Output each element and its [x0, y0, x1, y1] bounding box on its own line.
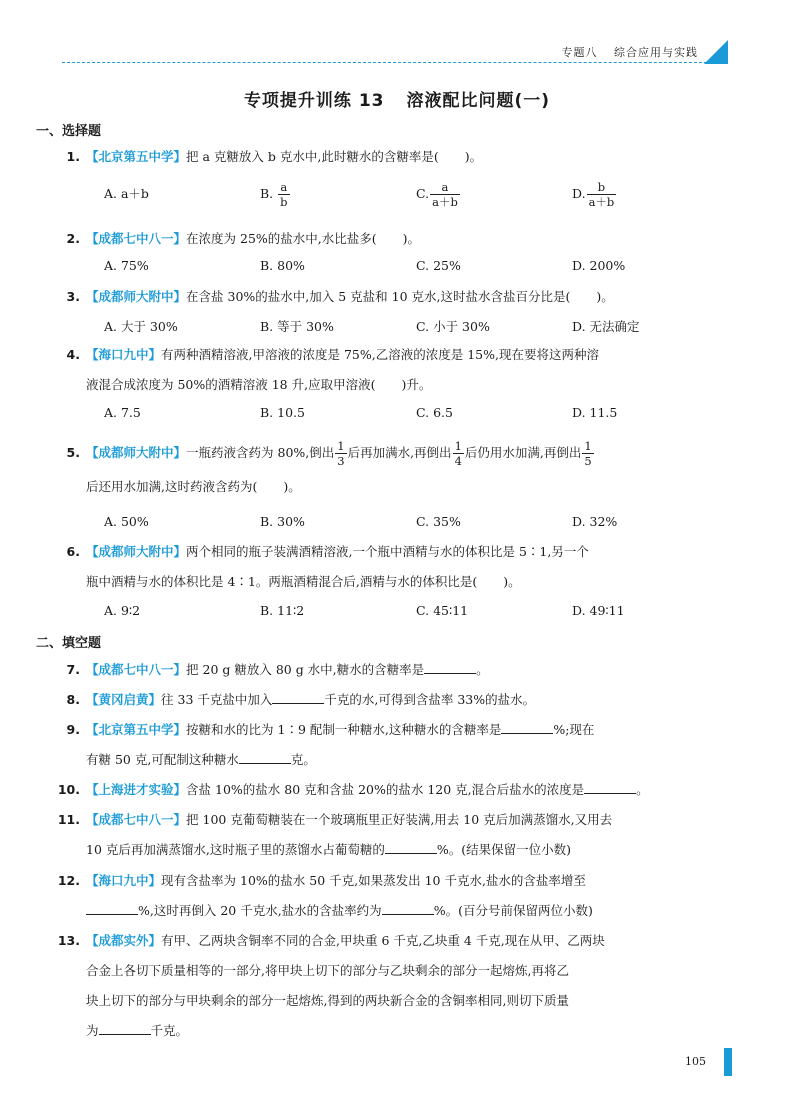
question-source: 【成都师大附中】: [86, 544, 187, 559]
header-topic: 综合应用与实践: [614, 46, 698, 59]
option-c[interactable]: C. 6.5: [416, 405, 453, 420]
answer-blank[interactable]: [382, 900, 434, 915]
question-number: 12.: [57, 873, 80, 888]
option-label: D.: [572, 186, 586, 201]
question-number: 6.: [66, 544, 80, 559]
question-text-line2: 瓶中酒精与水的体积比是 4∶1。两瓶酒精混合后,酒精与水的体积比是(: [86, 574, 478, 589]
question-text: 把 a 克糖放入 b 克水中,此时糖水的含糖率是(: [186, 149, 439, 164]
question-2: [66, 224, 731, 254]
numerator: a: [430, 180, 460, 195]
question-3: [66, 282, 731, 312]
question-number: 10.: [57, 782, 80, 797]
options-q3: [104, 317, 664, 341]
question-text-end: 千克的水,可得到含盐率 33%的盐水。: [324, 692, 536, 707]
question-text-end: %。(结果保留一位小数): [436, 842, 571, 857]
numerator: 1: [337, 439, 345, 453]
question-text-end: 克。: [290, 752, 316, 767]
title-main: 专项提升训练 13: [243, 91, 385, 111]
denominator: 5: [584, 454, 592, 468]
question-source: 【海口九中】: [86, 873, 162, 888]
question-number: 13.: [57, 933, 80, 948]
question-7: [66, 655, 731, 685]
question-source: 【北京第五中学】: [86, 722, 187, 737]
option-c[interactable]: [416, 180, 461, 209]
question-text-end: 。: [636, 782, 649, 797]
question-text: 把 20 g 糖放入 80 g 水中,糖水的含糖率是: [186, 662, 425, 677]
header-part: 专题八: [561, 46, 598, 59]
answer-blank[interactable]: [385, 839, 437, 854]
options-q1: [104, 180, 664, 209]
option-c[interactable]: C. 小于 30%: [416, 319, 490, 334]
question-number: 1.: [66, 149, 80, 164]
question-text-end: )。: [464, 149, 483, 164]
answer-blank[interactable]: [99, 1020, 151, 1035]
question-text-line2: 后还用水加满,这时药液含药为(: [86, 479, 258, 494]
question-11: [57, 805, 731, 865]
numerator: b: [587, 180, 617, 195]
denominator: b: [280, 195, 288, 209]
question-source: 【成都七中八一】: [86, 231, 187, 246]
fraction: [587, 180, 617, 209]
question-source: 【海口九中】: [86, 347, 162, 362]
question-text: 有甲、乙两块含铜率不同的合金,甲块重 6 千克,乙块重 4 千克,现在从甲、乙两块: [161, 933, 605, 948]
page-number-bar: [724, 1048, 732, 1076]
question-source: 【黄冈启黄】: [86, 692, 162, 707]
option-a[interactable]: A. 50%: [104, 514, 149, 529]
answer-blank[interactable]: [424, 659, 476, 674]
question-4: [66, 340, 731, 400]
question-text-end: )升。: [401, 377, 432, 392]
question-number: 8.: [66, 692, 80, 707]
question-number: 3.: [66, 289, 80, 304]
question-number: 9.: [66, 722, 80, 737]
header-running-title: [550, 44, 699, 60]
answer-blank[interactable]: [272, 689, 324, 704]
option-a[interactable]: A. 9∶2: [104, 603, 141, 618]
option-b[interactable]: B. 11∶2: [260, 603, 305, 618]
option-d[interactable]: D. 49∶11: [572, 603, 625, 618]
question-source: 【成都七中八一】: [86, 812, 187, 827]
option-label: B.: [260, 186, 274, 201]
question-text: 在含盐 30%的盐水中,加入 5 克盐和 10 克水,这时盐水含盐百分比是(: [186, 289, 571, 304]
option-b[interactable]: B. 等于 30%: [260, 319, 334, 334]
answer-blank[interactable]: [584, 779, 636, 794]
question-text-end: )。: [503, 574, 521, 589]
question-text-line2: %,这时再倒入 20 千克水,盐水的含盐率约为: [138, 903, 382, 918]
numerator: 1: [454, 439, 462, 453]
option-b[interactable]: B. 30%: [260, 514, 305, 529]
option-a[interactable]: A. 7.5: [104, 405, 141, 420]
option-d[interactable]: D. 无法确定: [572, 319, 640, 334]
fraction-one-quarter: [453, 439, 464, 468]
question-text-end: )。: [283, 479, 301, 494]
question-number: 5.: [66, 445, 80, 460]
question-text-end: )。: [402, 231, 421, 246]
page-title: [0, 86, 794, 111]
question-text: 含盐 10%的盐水 80 克和含盐 20%的盐水 120 克,混合后盐水的浓度是: [186, 782, 585, 797]
question-number: 2.: [66, 231, 80, 246]
options-q2: [104, 258, 664, 282]
fraction: [430, 180, 460, 209]
option-a[interactable]: A. 75%: [104, 258, 149, 273]
header-dashed-line: [62, 62, 712, 63]
question-text-line2: 10 克后再加满蒸馏水,这时瓶子里的蒸馏水占葡萄糖的: [86, 842, 385, 857]
question-source: 【成都师大附中】: [86, 445, 187, 460]
question-source: 【北京第五中学】: [86, 149, 187, 164]
option-a[interactable]: A. 大于 30%: [104, 319, 178, 334]
question-text-line2: 合金上各切下质量相等的一部分,将甲块上切下的部分与乙块剩余的部分一起熔炼,再将乙: [86, 963, 569, 978]
denominator: a＋b: [588, 195, 615, 209]
question-5: [66, 436, 731, 504]
question-number: 11.: [57, 812, 80, 827]
fraction-one-third: [335, 439, 346, 468]
question-text: 在浓度为 25%的盐水中,水比盐多(: [186, 231, 377, 246]
answer-blank[interactable]: [501, 719, 553, 734]
title-sub: 溶液配比问题(一): [406, 91, 551, 111]
denominator: 4: [454, 454, 462, 468]
question-text-end: %。(百分号前保留两位小数): [433, 903, 593, 918]
fraction-one-fifth: [582, 439, 593, 468]
question-source: 【上海进才实验】: [86, 782, 187, 797]
options-q6: [104, 603, 664, 627]
question-text-line4: 为: [86, 1023, 99, 1038]
section-fill-heading: 二、填空题: [36, 636, 102, 651]
option-d[interactable]: D. 200%: [572, 258, 626, 273]
header-triangle-decoration: [704, 40, 728, 64]
answer-blank[interactable]: [239, 749, 291, 764]
answer-blank[interactable]: [86, 900, 138, 915]
question-1: [66, 142, 731, 172]
question-12: [57, 866, 731, 926]
question-source: 【成都实外】: [86, 933, 162, 948]
question-text-end: )。: [596, 289, 614, 304]
option-b[interactable]: [260, 180, 291, 209]
question-10: [57, 775, 731, 805]
option-d[interactable]: D. 11.5: [572, 405, 618, 420]
question-source: 【成都师大附中】: [86, 289, 187, 304]
question-text-end: 千克。: [150, 1023, 189, 1038]
option-c[interactable]: C. 45∶11: [416, 603, 469, 618]
question-6: [66, 537, 731, 597]
option-label: C.: [416, 186, 430, 201]
question-9: [66, 715, 731, 775]
section-choice-heading: 一、选择题: [36, 124, 102, 139]
question-text: 一瓶药液含药为 80%,倒出: [186, 445, 335, 460]
option-c[interactable]: C. 25%: [416, 258, 461, 273]
question-text-line2: 液混合成浓度为 50%的酒精溶液 18 升,应取甲溶液(: [86, 377, 376, 392]
question-number: 4.: [66, 347, 80, 362]
question-text-end: %;现在: [553, 722, 595, 737]
question-text: 后仍用水加满,再倒出: [464, 445, 582, 460]
question-text: 现有含盐率为 10%的盐水 50 千克,如果蒸发出 10 千克水,盐水的含盐率增至: [161, 873, 586, 888]
option-a[interactable]: A. a＋b: [104, 186, 149, 201]
question-number: 7.: [66, 662, 80, 677]
denominator: 3: [337, 454, 345, 468]
question-13: [57, 926, 731, 1046]
option-d[interactable]: D. 32%: [572, 514, 618, 529]
question-text-line3: 块上切下的部分与甲块剩余的部分一起熔炼,得到的两块新合金的含铜率相同,则切下质量: [86, 993, 569, 1008]
option-c[interactable]: C. 35%: [416, 514, 461, 529]
question-8: [66, 685, 731, 715]
question-text-line2: 有糖 50 克,可配制这种糖水: [86, 752, 239, 767]
option-d[interactable]: [572, 180, 617, 209]
question-text-end: 。: [476, 662, 489, 677]
numerator: 1: [584, 439, 592, 453]
question-text: 两个相同的瓶子装满酒精溶液,一个瓶中酒精与水的体积比是 5∶1,另一个: [186, 544, 589, 559]
question-text: 有两种酒精溶液,甲溶液的浓度是 75%,乙溶液的浓度是 15%,现在要将这两种溶: [161, 347, 599, 362]
question-text: 把 100 克葡萄糖装在一个玻璃瓶里正好装满,用去 10 克后加满蒸馏水,又用去: [186, 812, 613, 827]
question-text: 后再加满水,再倒出: [347, 445, 452, 460]
question-source: 【成都七中八一】: [86, 662, 187, 677]
numerator: a: [278, 180, 289, 195]
options-q5: [104, 514, 664, 538]
option-b[interactable]: B. 80%: [260, 258, 305, 273]
options-q4: [104, 405, 664, 429]
question-text: 按糖和水的比为 1∶9 配制一种糖水,这种糖水的含糖率是: [186, 722, 502, 737]
fraction: [278, 180, 289, 209]
question-text: 往 33 千克盐中加入: [161, 692, 273, 707]
page-number: 105: [685, 1055, 706, 1068]
option-b[interactable]: B. 10.5: [260, 405, 305, 420]
denominator: a＋b: [432, 195, 458, 209]
